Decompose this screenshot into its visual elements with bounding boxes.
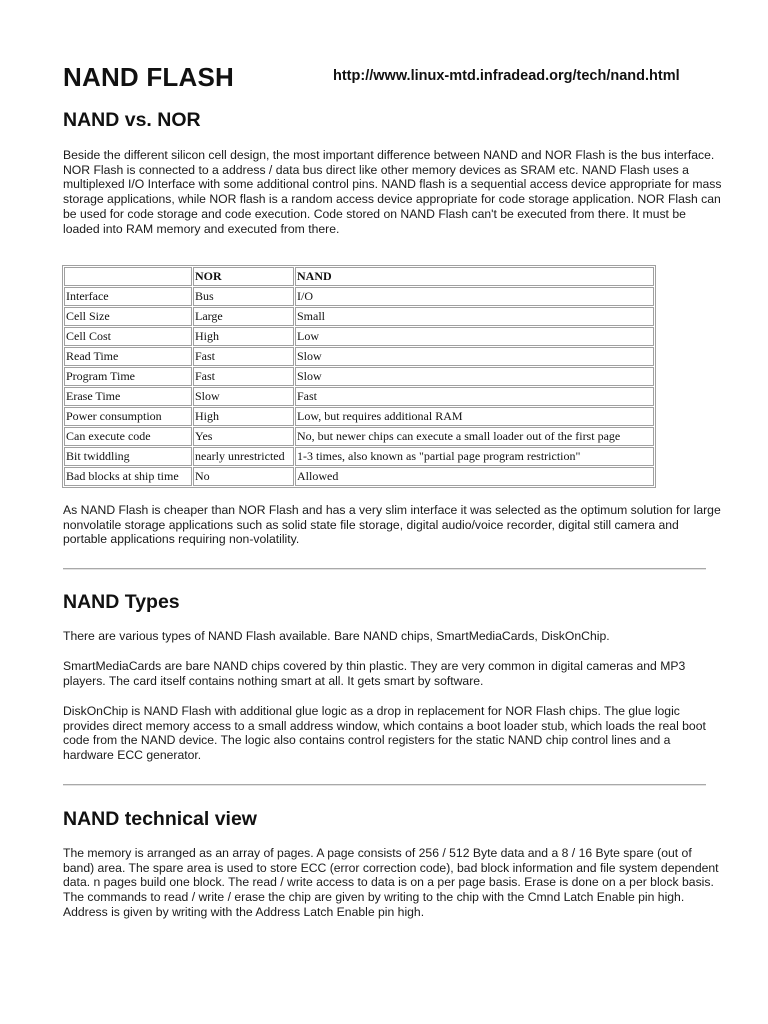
table-cell: Fast [193, 367, 294, 386]
table-row [64, 427, 654, 446]
table-cell: 1-3 times, also known as "partial page program restriction" [295, 447, 654, 466]
page-title: NAND FLASH [63, 62, 234, 92]
table-header-cell: NOR [193, 267, 294, 286]
table-cell: Slow [193, 387, 294, 406]
table-cell: Bus [193, 287, 294, 306]
table-cell: Read Time [64, 347, 192, 366]
section-divider [63, 784, 706, 786]
heading-nand-types: NAND Types [63, 591, 180, 613]
table-cell: Fast [193, 347, 294, 366]
table-cell: Allowed [295, 467, 654, 486]
nand-types-paragraph-2: SmartMediaCards are bare NAND chips covered by thin plastic. They are very common in digital cameras and MP3 players. The card itself contains nothing smart at all. It gets smart by software. [63, 659, 686, 688]
table-cell: Program Time [64, 367, 192, 386]
table-cell: I/O [295, 287, 654, 306]
heading-nand-technical-view: NAND technical view [63, 808, 257, 830]
table-row [64, 327, 654, 346]
table-cell: Bit twiddling [64, 447, 192, 466]
table-cell: Power consumption [64, 407, 192, 426]
nand-types-paragraph-3: DiskOnChip is NAND Flash with additional glue logic as a drop in replacement for NOR Flash chips. The glue logic provides direct memory access to a small address window, which contains a boot loader stub, which loads the real boot code from the NAND device. The logic also contains control registers for the static NAND chip control lines and a hardware ECC generator. [63, 704, 706, 763]
table-cell: Slow [295, 367, 654, 386]
table-cell: No, but newer chips can execute a small loader out of the first page [295, 427, 654, 446]
table-cell: Cell Cost [64, 327, 192, 346]
table-cell: Bad blocks at ship time [64, 467, 192, 486]
nand-types-paragraph-1: There are various types of NAND Flash available. Bare NAND chips, SmartMediaCards, DiskOnChip. [63, 629, 610, 643]
table-cell: Fast [295, 387, 654, 406]
table-cell: Low [295, 327, 654, 346]
table-cell: Erase Time [64, 387, 192, 406]
table-cell: Large [193, 307, 294, 326]
table-cell: No [193, 467, 294, 486]
table-header-cell: NAND [295, 267, 654, 286]
table-cell: High [193, 407, 294, 426]
table-cell: Yes [193, 427, 294, 446]
table-cell: Can execute code [64, 427, 192, 446]
nand-technical-paragraph: The memory is arranged as an array of pages. A page consists of 256 / 512 Byte data and a 8 / 16 Byte spare (out of band) area. The spare area is used to store ECC (error correction code), bad block information and file system dependent data. n pages build one block. The read / write access to data is on a per page basis. Erase is done on a per block basis. The commands to read / write / erase the chip are given by writing to the chip with the Cmnd Latch Enable pin high. Address is given by writing with the Address Latch Enable pin high. [63, 846, 719, 919]
source-url[interactable]: http://www.linux-mtd.infradead.org/tech/nand.html [333, 68, 680, 84]
table-row [64, 447, 654, 466]
nand-vs-nor-intro: Beside the different silicon cell design, the most important difference between NAND and NOR Flash is the bus interface. NOR Flash is connected to a address / data bus direct like other memory devices as SRAM etc. NAND Flash uses a multiplexed I/O Interface with some additional control pins. NAND flash is a sequential access device appropriate for mass storage applications, while NOR flash is a random access device appropriate for code storage application. NOR Flash can be used for code storage and code execution. Code stored on NAND Flash can't be executed from there. It must be loaded into RAM memory and executed from there. [63, 148, 722, 236]
table-row [64, 367, 654, 386]
table-row [64, 287, 654, 306]
heading-nand-vs-nor: NAND vs. NOR [63, 109, 201, 131]
table-row [64, 347, 654, 366]
table-cell: Small [295, 307, 654, 326]
table-cell: Interface [64, 287, 192, 306]
table-row [64, 387, 654, 406]
table-header-cell [64, 267, 192, 286]
table-cell: Slow [295, 347, 654, 366]
table-header-row [64, 267, 654, 286]
table-cell: Low, but requires additional RAM [295, 407, 654, 426]
table-row [64, 467, 654, 486]
table-cell: nearly unrestricted [193, 447, 294, 466]
table-cell: High [193, 327, 294, 346]
section-divider [63, 568, 706, 570]
comparison-table [62, 265, 656, 488]
nand-vs-nor-outro: As NAND Flash is cheaper than NOR Flash and has a very slim interface it was selected as the optimum solution for large nonvolatile storage applications such as solid state file storage, digital audio/voice recorder, digital still camera and portable applications requiring non-volatility. [63, 503, 721, 547]
table-cell: Cell Size [64, 307, 192, 326]
table-row [64, 307, 654, 326]
table-row [64, 407, 654, 426]
